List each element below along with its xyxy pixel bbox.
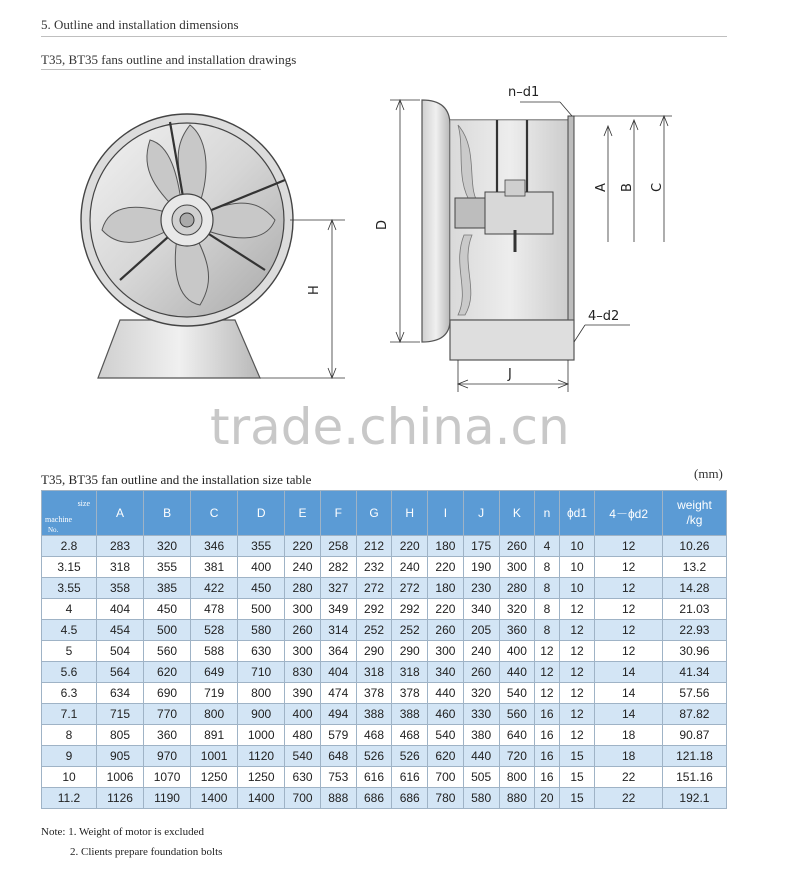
table-cell: 21.03	[662, 599, 726, 620]
weight-label: weight	[677, 498, 712, 512]
table-row	[42, 536, 727, 557]
table-cell: 320	[144, 536, 191, 557]
table-cell: 400	[238, 557, 285, 578]
machine-no-cell: 3.55	[42, 578, 97, 599]
table-cell: 12	[595, 557, 663, 578]
table-cell: 8	[535, 599, 559, 620]
table-cell: 1190	[144, 788, 191, 809]
table-cell: 16	[535, 746, 559, 767]
header-c: C	[191, 491, 238, 536]
table-cell: 526	[392, 746, 428, 767]
machine-no-cell: 4.5	[42, 620, 97, 641]
table-cell: 252	[392, 620, 428, 641]
table-cell: 220	[428, 557, 464, 578]
table-cell: 620	[428, 746, 464, 767]
table-cell: 686	[356, 788, 392, 809]
table-cell: 588	[191, 641, 238, 662]
table-cell: 970	[144, 746, 191, 767]
table-cell: 12	[559, 641, 595, 662]
table-row	[42, 641, 727, 662]
table-cell: 528	[191, 620, 238, 641]
table-cell: 805	[97, 725, 144, 746]
table-cell: 460	[428, 704, 464, 725]
table-cell: 14	[595, 662, 663, 683]
table-cell: 57.56	[662, 683, 726, 704]
header-i: I	[428, 491, 464, 536]
header-d1: ϕd1	[559, 491, 595, 536]
table-cell: 468	[356, 725, 392, 746]
table-cell: 579	[320, 725, 356, 746]
table-cell: 252	[356, 620, 392, 641]
table-cell: 20	[535, 788, 559, 809]
table-cell: 616	[392, 767, 428, 788]
table-cell: 900	[238, 704, 285, 725]
table-cell: 12	[595, 620, 663, 641]
table-cell: 240	[463, 641, 499, 662]
table-cell: 346	[191, 536, 238, 557]
table-cell: 180	[428, 578, 464, 599]
table-cell: 630	[238, 641, 285, 662]
table-cell: 360	[499, 620, 535, 641]
table-cell: 41.34	[662, 662, 726, 683]
table-cell: 440	[499, 662, 535, 683]
table-cell: 800	[238, 683, 285, 704]
label-b: B	[620, 183, 635, 192]
table-cell: 30.96	[662, 641, 726, 662]
table-cell: 12	[559, 704, 595, 725]
machine-no-cell: 3.15	[42, 557, 97, 578]
header-weight	[662, 491, 726, 536]
table-cell: 360	[144, 725, 191, 746]
table-cell: 540	[428, 725, 464, 746]
table-cell: 290	[356, 641, 392, 662]
header-e: E	[285, 491, 321, 536]
table-cell: 300	[285, 599, 321, 620]
table-cell: 280	[285, 578, 321, 599]
table-cell: 560	[499, 704, 535, 725]
table-cell: 15	[559, 746, 595, 767]
table-cell: 16	[535, 704, 559, 725]
table-cell: 292	[392, 599, 428, 620]
table-body	[42, 536, 727, 809]
table-cell: 715	[97, 704, 144, 725]
corner-no-label: No.	[48, 526, 59, 534]
table-row	[42, 683, 727, 704]
header-k: K	[499, 491, 535, 536]
table-cell: 87.82	[662, 704, 726, 725]
table-row	[42, 599, 727, 620]
table-cell: 364	[320, 641, 356, 662]
table-cell: 830	[285, 662, 321, 683]
table-cell: 260	[285, 620, 321, 641]
table-cell: 22	[595, 767, 663, 788]
table-cell: 212	[356, 536, 392, 557]
table-cell: 15	[559, 767, 595, 788]
table-cell: 12	[595, 599, 663, 620]
table-cell: 12	[559, 620, 595, 641]
table-cell: 15	[559, 788, 595, 809]
side-view	[375, 85, 672, 392]
label-j: J	[508, 367, 512, 382]
table-cell: 14	[595, 704, 663, 725]
table-row	[42, 662, 727, 683]
machine-no-cell: 5	[42, 641, 97, 662]
weight-unit: /kg	[686, 513, 703, 527]
drawing-heading: T35, BT35 fans outline and installation drawings	[41, 52, 297, 67]
table-cell: 10	[559, 578, 595, 599]
label-d: D	[375, 219, 390, 230]
table-cell: 720	[499, 746, 535, 767]
label-4-d2: 4–d2	[588, 309, 620, 324]
table-cell: 388	[356, 704, 392, 725]
table-cell: 640	[499, 725, 535, 746]
table-cell: 500	[144, 620, 191, 641]
table-cell: 1001	[191, 746, 238, 767]
table-cell: 318	[97, 557, 144, 578]
table-cell: 220	[285, 536, 321, 557]
table-cell: 340	[463, 599, 499, 620]
table-cell: 404	[97, 599, 144, 620]
table-cell: 1400	[238, 788, 285, 809]
table-cell: 378	[356, 683, 392, 704]
header-n: n	[535, 491, 559, 536]
table-cell: 90.87	[662, 725, 726, 746]
table-cell: 616	[356, 767, 392, 788]
fan-outline-drawing	[60, 80, 700, 400]
table-cell: 10	[559, 536, 595, 557]
machine-no-cell: 5.6	[42, 662, 97, 683]
table-cell: 320	[463, 683, 499, 704]
table-cell: 4	[535, 536, 559, 557]
table-cell: 22	[595, 788, 663, 809]
machine-no-cell: 8	[42, 725, 97, 746]
table-cell: 240	[392, 557, 428, 578]
table-cell: 318	[356, 662, 392, 683]
table-cell: 504	[97, 641, 144, 662]
table-cell: 12	[595, 536, 663, 557]
table-cell: 12	[595, 641, 663, 662]
table-cell: 12	[535, 641, 559, 662]
table-cell: 283	[97, 536, 144, 557]
table-cell: 12	[535, 662, 559, 683]
table-cell: 404	[320, 662, 356, 683]
table-cell: 1400	[191, 788, 238, 809]
table-cell: 388	[392, 704, 428, 725]
corner-machine-label: machine	[45, 515, 73, 524]
table-cell: 474	[320, 683, 356, 704]
table-cell: 905	[97, 746, 144, 767]
table-cell: 422	[191, 578, 238, 599]
table-row	[42, 788, 727, 809]
table-cell: 12	[559, 599, 595, 620]
table-cell: 400	[499, 641, 535, 662]
machine-no-cell: 7.1	[42, 704, 97, 725]
table-cell: 272	[356, 578, 392, 599]
table-cell: 454	[97, 620, 144, 641]
table-cell: 8	[535, 557, 559, 578]
drawing-divider	[41, 69, 261, 70]
table-cell: 282	[320, 557, 356, 578]
table-cell: 580	[463, 788, 499, 809]
label-c: C	[650, 182, 665, 192]
table-cell: 580	[238, 620, 285, 641]
table-cell: 8	[535, 620, 559, 641]
table-row	[42, 746, 727, 767]
table-cell: 10.26	[662, 536, 726, 557]
machine-no-cell: 4	[42, 599, 97, 620]
header-a: A	[97, 491, 144, 536]
table-cell: 151.16	[662, 767, 726, 788]
machine-no-cell: 6.3	[42, 683, 97, 704]
table-cell: 12	[595, 578, 663, 599]
section-divider	[41, 36, 727, 37]
table-cell: 340	[428, 662, 464, 683]
table-cell: 327	[320, 578, 356, 599]
machine-no-cell: 11.2	[42, 788, 97, 809]
table-cell: 1250	[191, 767, 238, 788]
table-cell: 1250	[238, 767, 285, 788]
table-row	[42, 704, 727, 725]
table-cell: 18	[595, 746, 663, 767]
header-g: G	[356, 491, 392, 536]
table-cell: 300	[285, 641, 321, 662]
label-n-d1: n–d1	[508, 85, 540, 100]
corner-header	[42, 491, 97, 536]
table-cell: 526	[356, 746, 392, 767]
table-cell: 260	[463, 662, 499, 683]
table-cell: 314	[320, 620, 356, 641]
note-1: Note: 1. Weight of motor is excluded	[41, 826, 204, 838]
table-header-row	[42, 491, 727, 536]
table-cell: 564	[97, 662, 144, 683]
table-cell: 385	[144, 578, 191, 599]
watermark: trade.china.cn	[210, 398, 570, 456]
table-cell: 12	[559, 725, 595, 746]
table-cell: 494	[320, 704, 356, 725]
section-heading: 5. Outline and installation dimensions	[41, 17, 239, 32]
table-cell: 1126	[97, 788, 144, 809]
table-cell: 10	[559, 557, 595, 578]
table-row	[42, 725, 727, 746]
table-cell: 14	[595, 683, 663, 704]
table-cell: 700	[428, 767, 464, 788]
table-cell: 440	[463, 746, 499, 767]
table-cell: 891	[191, 725, 238, 746]
table-cell: 1000	[238, 725, 285, 746]
table-cell: 192.1	[662, 788, 726, 809]
machine-no-cell: 2.8	[42, 536, 97, 557]
table-row	[42, 578, 727, 599]
table-cell: 349	[320, 599, 356, 620]
table-cell: 14.28	[662, 578, 726, 599]
table-cell: 770	[144, 704, 191, 725]
table-cell: 12	[559, 662, 595, 683]
table-cell: 1006	[97, 767, 144, 788]
table-cell: 330	[463, 704, 499, 725]
table-cell: 240	[285, 557, 321, 578]
table-cell: 180	[428, 536, 464, 557]
label-a: A	[594, 183, 609, 192]
table-row	[42, 557, 727, 578]
table-cell: 468	[392, 725, 428, 746]
header-d: D	[238, 491, 285, 536]
table-cell: 13.2	[662, 557, 726, 578]
table-cell: 1070	[144, 767, 191, 788]
table-cell: 800	[499, 767, 535, 788]
table-cell: 381	[191, 557, 238, 578]
table-cell: 232	[356, 557, 392, 578]
front-view	[81, 114, 345, 378]
table-cell: 175	[463, 536, 499, 557]
table-cell: 8	[535, 578, 559, 599]
table-cell: 220	[428, 599, 464, 620]
table-cell: 686	[392, 788, 428, 809]
header-j: J	[463, 491, 499, 536]
table-cell: 280	[499, 578, 535, 599]
size-table	[41, 490, 727, 809]
table-cell: 700	[285, 788, 321, 809]
table-cell: 300	[499, 557, 535, 578]
header-d2: 4－ϕd2	[595, 491, 663, 536]
table-cell: 400	[285, 704, 321, 725]
table-cell: 358	[97, 578, 144, 599]
label-h: H	[307, 285, 322, 295]
note-2: 2. Clients prepare foundation bolts	[70, 846, 223, 858]
table-cell: 478	[191, 599, 238, 620]
table-cell: 190	[463, 557, 499, 578]
corner-size-label: size	[77, 499, 90, 508]
machine-no-cell: 9	[42, 746, 97, 767]
table-row	[42, 620, 727, 641]
table-cell: 719	[191, 683, 238, 704]
table-cell: 380	[463, 725, 499, 746]
table-cell: 260	[499, 536, 535, 557]
table-cell: 1120	[238, 746, 285, 767]
table-cell: 272	[392, 578, 428, 599]
table-cell: 378	[392, 683, 428, 704]
table-cell: 634	[97, 683, 144, 704]
table-cell: 880	[499, 788, 535, 809]
table-cell: 300	[428, 641, 464, 662]
table-cell: 540	[499, 683, 535, 704]
table-title: T35, BT35 fan outline and the installation size table	[41, 472, 312, 487]
table-cell: 22.93	[662, 620, 726, 641]
table-cell: 390	[285, 683, 321, 704]
table-cell: 888	[320, 788, 356, 809]
table-cell: 16	[535, 725, 559, 746]
table-cell: 620	[144, 662, 191, 683]
table-cell: 480	[285, 725, 321, 746]
table-cell: 630	[285, 767, 321, 788]
table-cell: 258	[320, 536, 356, 557]
table-cell: 12	[559, 683, 595, 704]
table-cell: 450	[238, 578, 285, 599]
header-b: B	[144, 491, 191, 536]
table-cell: 355	[144, 557, 191, 578]
table-cell: 500	[238, 599, 285, 620]
table-unit: (mm)	[694, 466, 723, 481]
table-cell: 318	[392, 662, 428, 683]
table-cell: 355	[238, 536, 285, 557]
table-cell: 560	[144, 641, 191, 662]
table-cell: 121.18	[662, 746, 726, 767]
header-f: F	[320, 491, 356, 536]
table-cell: 220	[392, 536, 428, 557]
header-h: H	[392, 491, 428, 536]
table-cell: 450	[144, 599, 191, 620]
table-cell: 649	[191, 662, 238, 683]
table-cell: 800	[191, 704, 238, 725]
machine-no-cell: 10	[42, 767, 97, 788]
table-cell: 230	[463, 578, 499, 599]
table-cell: 18	[595, 725, 663, 746]
table-cell: 505	[463, 767, 499, 788]
table-row	[42, 767, 727, 788]
table-cell: 260	[428, 620, 464, 641]
table-cell: 290	[392, 641, 428, 662]
table-cell: 12	[535, 683, 559, 704]
table-cell: 540	[285, 746, 321, 767]
table-cell: 780	[428, 788, 464, 809]
table-cell: 205	[463, 620, 499, 641]
table-cell: 690	[144, 683, 191, 704]
table-cell: 648	[320, 746, 356, 767]
table-cell: 440	[428, 683, 464, 704]
table-cell: 16	[535, 767, 559, 788]
table-cell: 320	[499, 599, 535, 620]
table-cell: 292	[356, 599, 392, 620]
table-cell: 710	[238, 662, 285, 683]
table-cell: 753	[320, 767, 356, 788]
